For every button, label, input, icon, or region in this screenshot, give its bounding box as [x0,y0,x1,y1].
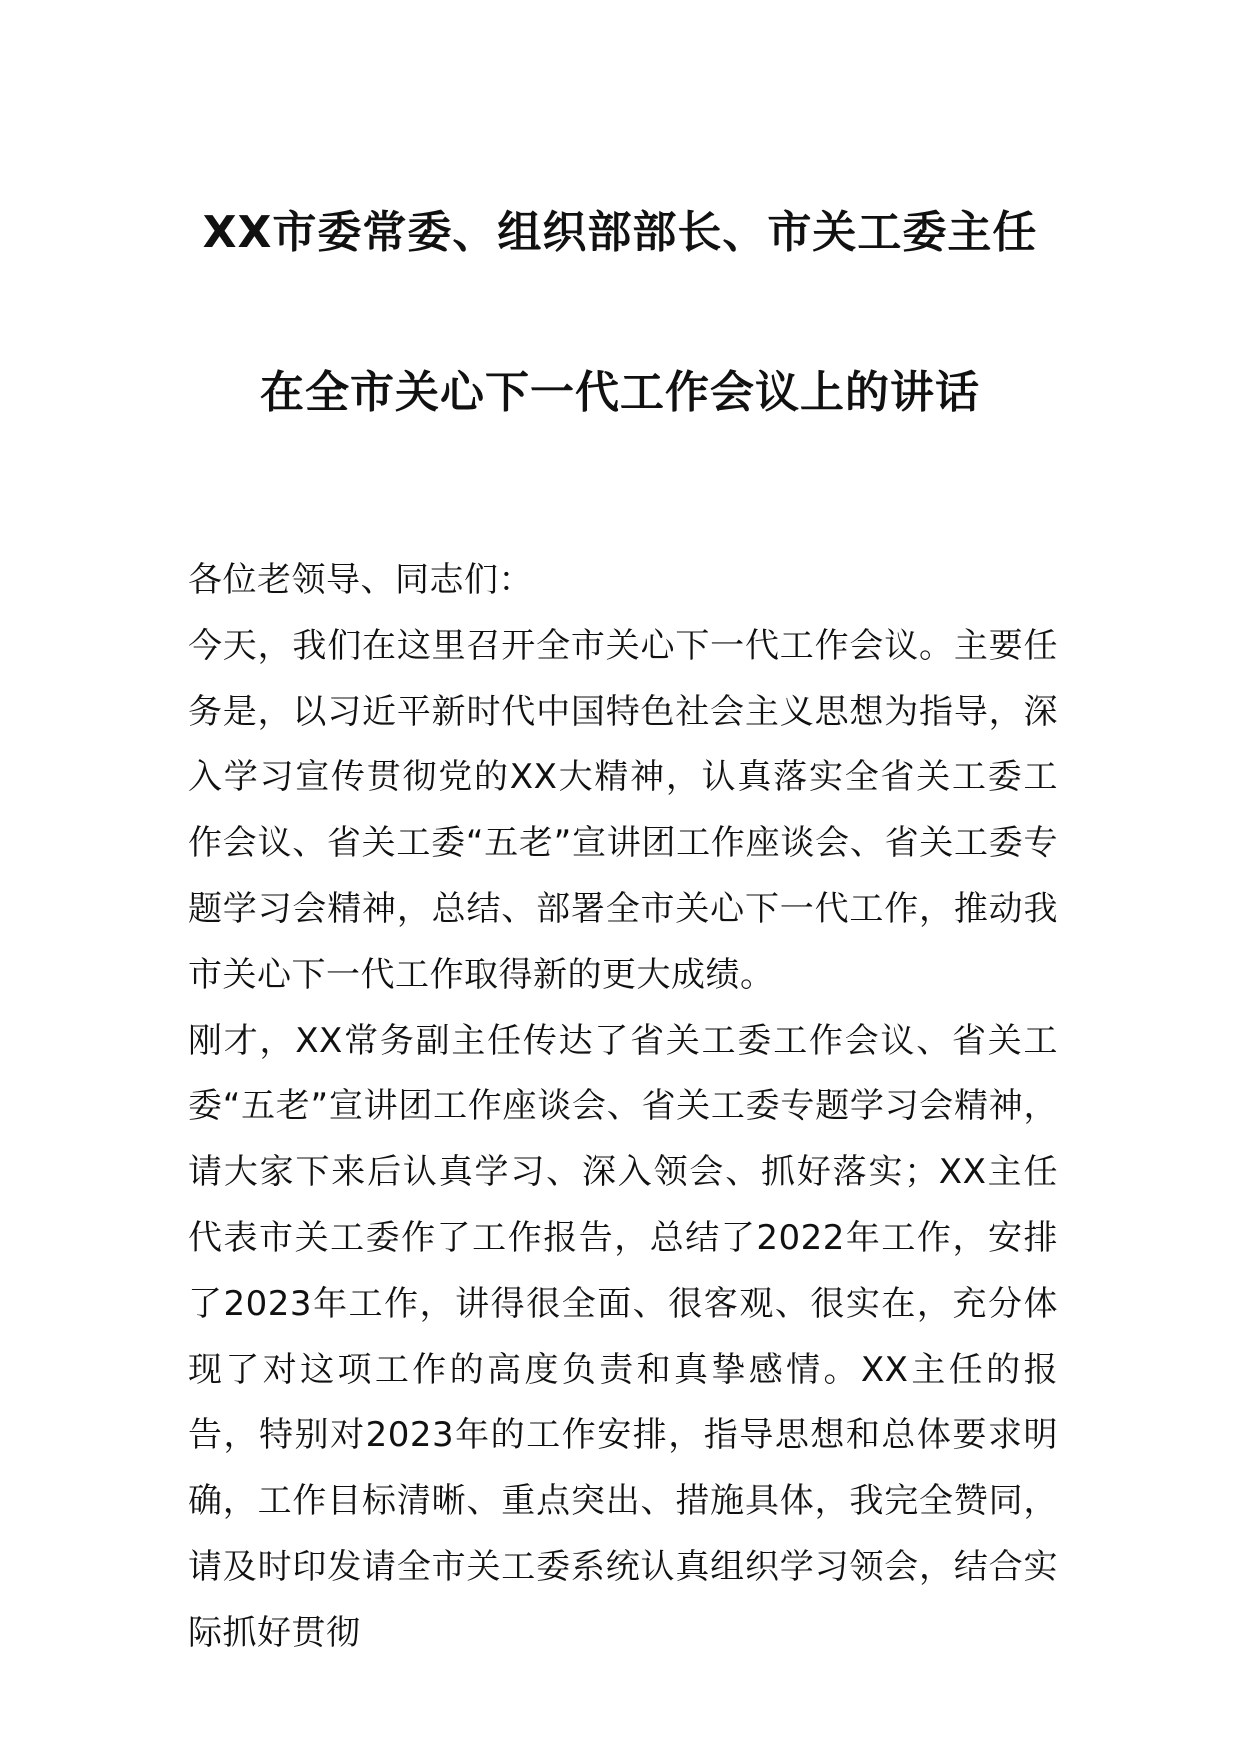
paragraph-1: 今天，我们在这里召开全市关心下一代工作会议。主要任务是，以习近平新时代中国特色社会主义思想为指导，深入学习宣传贯彻党的XX大精神，认真落实全省关工委工作会议、省关工委“五老”宣讲团工作座谈会、省关工委专题学习会精神，总结、部署全市关心下一代工作，推动我市关心下一代工作取得新的更大成绩。 [188,625,1058,995]
paragraph-2: 刚才，XX常务副主任传达了省关工委工作会议、省关工委“五老”宣讲团工作座谈会、省关工委专题学习会精神，请大家下来后认真学习、深入领会、抓好落实；XX主任代表市关工委作了工作报告，总结了2022年工作，安排了2023年工作，讲得很全面、很客观、很实在，充分体现了对这项工作的高度负责和真挚感情。XX主任的报告，特别对2023年的工作安排，指导思想和总体要求明确，工作目标清晰、重点突出、措施具体，我完全赞同，请及时印发请全市关工委系统认真组织学习领会，结合实际抓好贯彻 [188,1020,1058,1653]
document-title-line-2: 在全市关心下一代工作会议上的讲话 [260,367,980,418]
document-title-line-1: XX市委常委、组织部部长、市关工委主任 [202,207,1038,258]
salutation: 各位老领导、同志们： [188,560,533,600]
document-body [188,548,1058,1667]
